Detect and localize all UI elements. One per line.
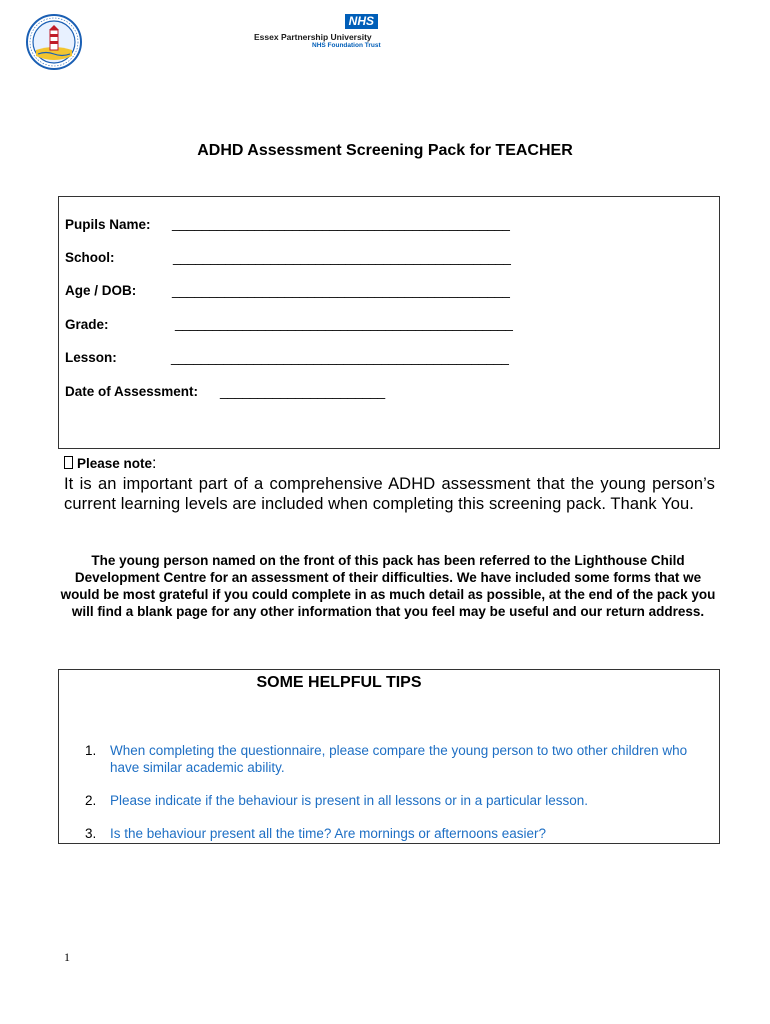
trust-name: Essex Partnership University [254,32,372,42]
pupil-details-box [58,196,720,449]
referral-paragraph: The young person named on the front of this pack has been referred to the Lighthouse Child Development Centre for an assessment of their difficulties. We have included some forms that we would be most grateful if you could complete in as much detail as possible, at the end of the pack you will find a blank page for any other information that you feel may be useful and our return address. [60,553,716,619]
school-label: School: [65,250,115,265]
page-number: 1 [64,950,70,964]
lighthouse-logo [26,14,82,70]
date-of-assessment-field[interactable]: ______________________ [220,384,386,399]
date-of-assessment-label: Date of Assessment: [65,384,199,399]
helpful-tips-box [58,669,720,844]
tip-item [85,742,695,776]
tip-number: 1. [85,743,97,758]
grade-label: Grade: [65,317,109,332]
tip-number: 2. [85,793,97,808]
pupils-name-field[interactable]: _____________________________________________ [172,216,510,231]
grade-field[interactable]: _____________________________________________ [175,316,513,331]
nhs-badge: NHS [345,14,378,29]
tips-title: SOME HELPFUL TIPS [256,674,422,691]
page-title: ADHD Assessment Screening Pack for TEACHER [197,142,573,159]
trust-subtitle: NHS Foundation Trust [312,42,381,49]
tip-text: Is the behaviour present all the time? Are mornings or afternoons easier? [110,826,546,841]
tip-text: When completing the questionnaire, please compare the young person to two other children who have similar academic ability. [110,743,688,775]
tip-text: Please indicate if the behaviour is present in all lessons or in a particular lesson. [110,793,589,808]
checkbox-icon [64,456,73,469]
please-note-heading [64,455,157,473]
pupils-name-label: Pupils Name: [65,217,151,232]
please-note-label: Please note [77,456,153,471]
please-note-body: It is an important part of a comprehensive ADHD assessment that the young person’s current learning levels are included when completing this screening pack. Thank You. [64,475,715,513]
school-field[interactable]: _____________________________________________ [173,250,511,265]
nhs-trust-logo [250,14,380,54]
tip-item [85,792,695,809]
age-dob-field[interactable]: _____________________________________________ [172,283,510,298]
please-note-colon: : [152,455,157,472]
tip-item [85,825,695,842]
lesson-field[interactable]: _____________________________________________ [171,350,509,365]
tip-number: 3. [85,826,97,841]
lesson-label: Lesson: [65,350,117,365]
age-dob-label: Age / DOB: [65,283,137,298]
